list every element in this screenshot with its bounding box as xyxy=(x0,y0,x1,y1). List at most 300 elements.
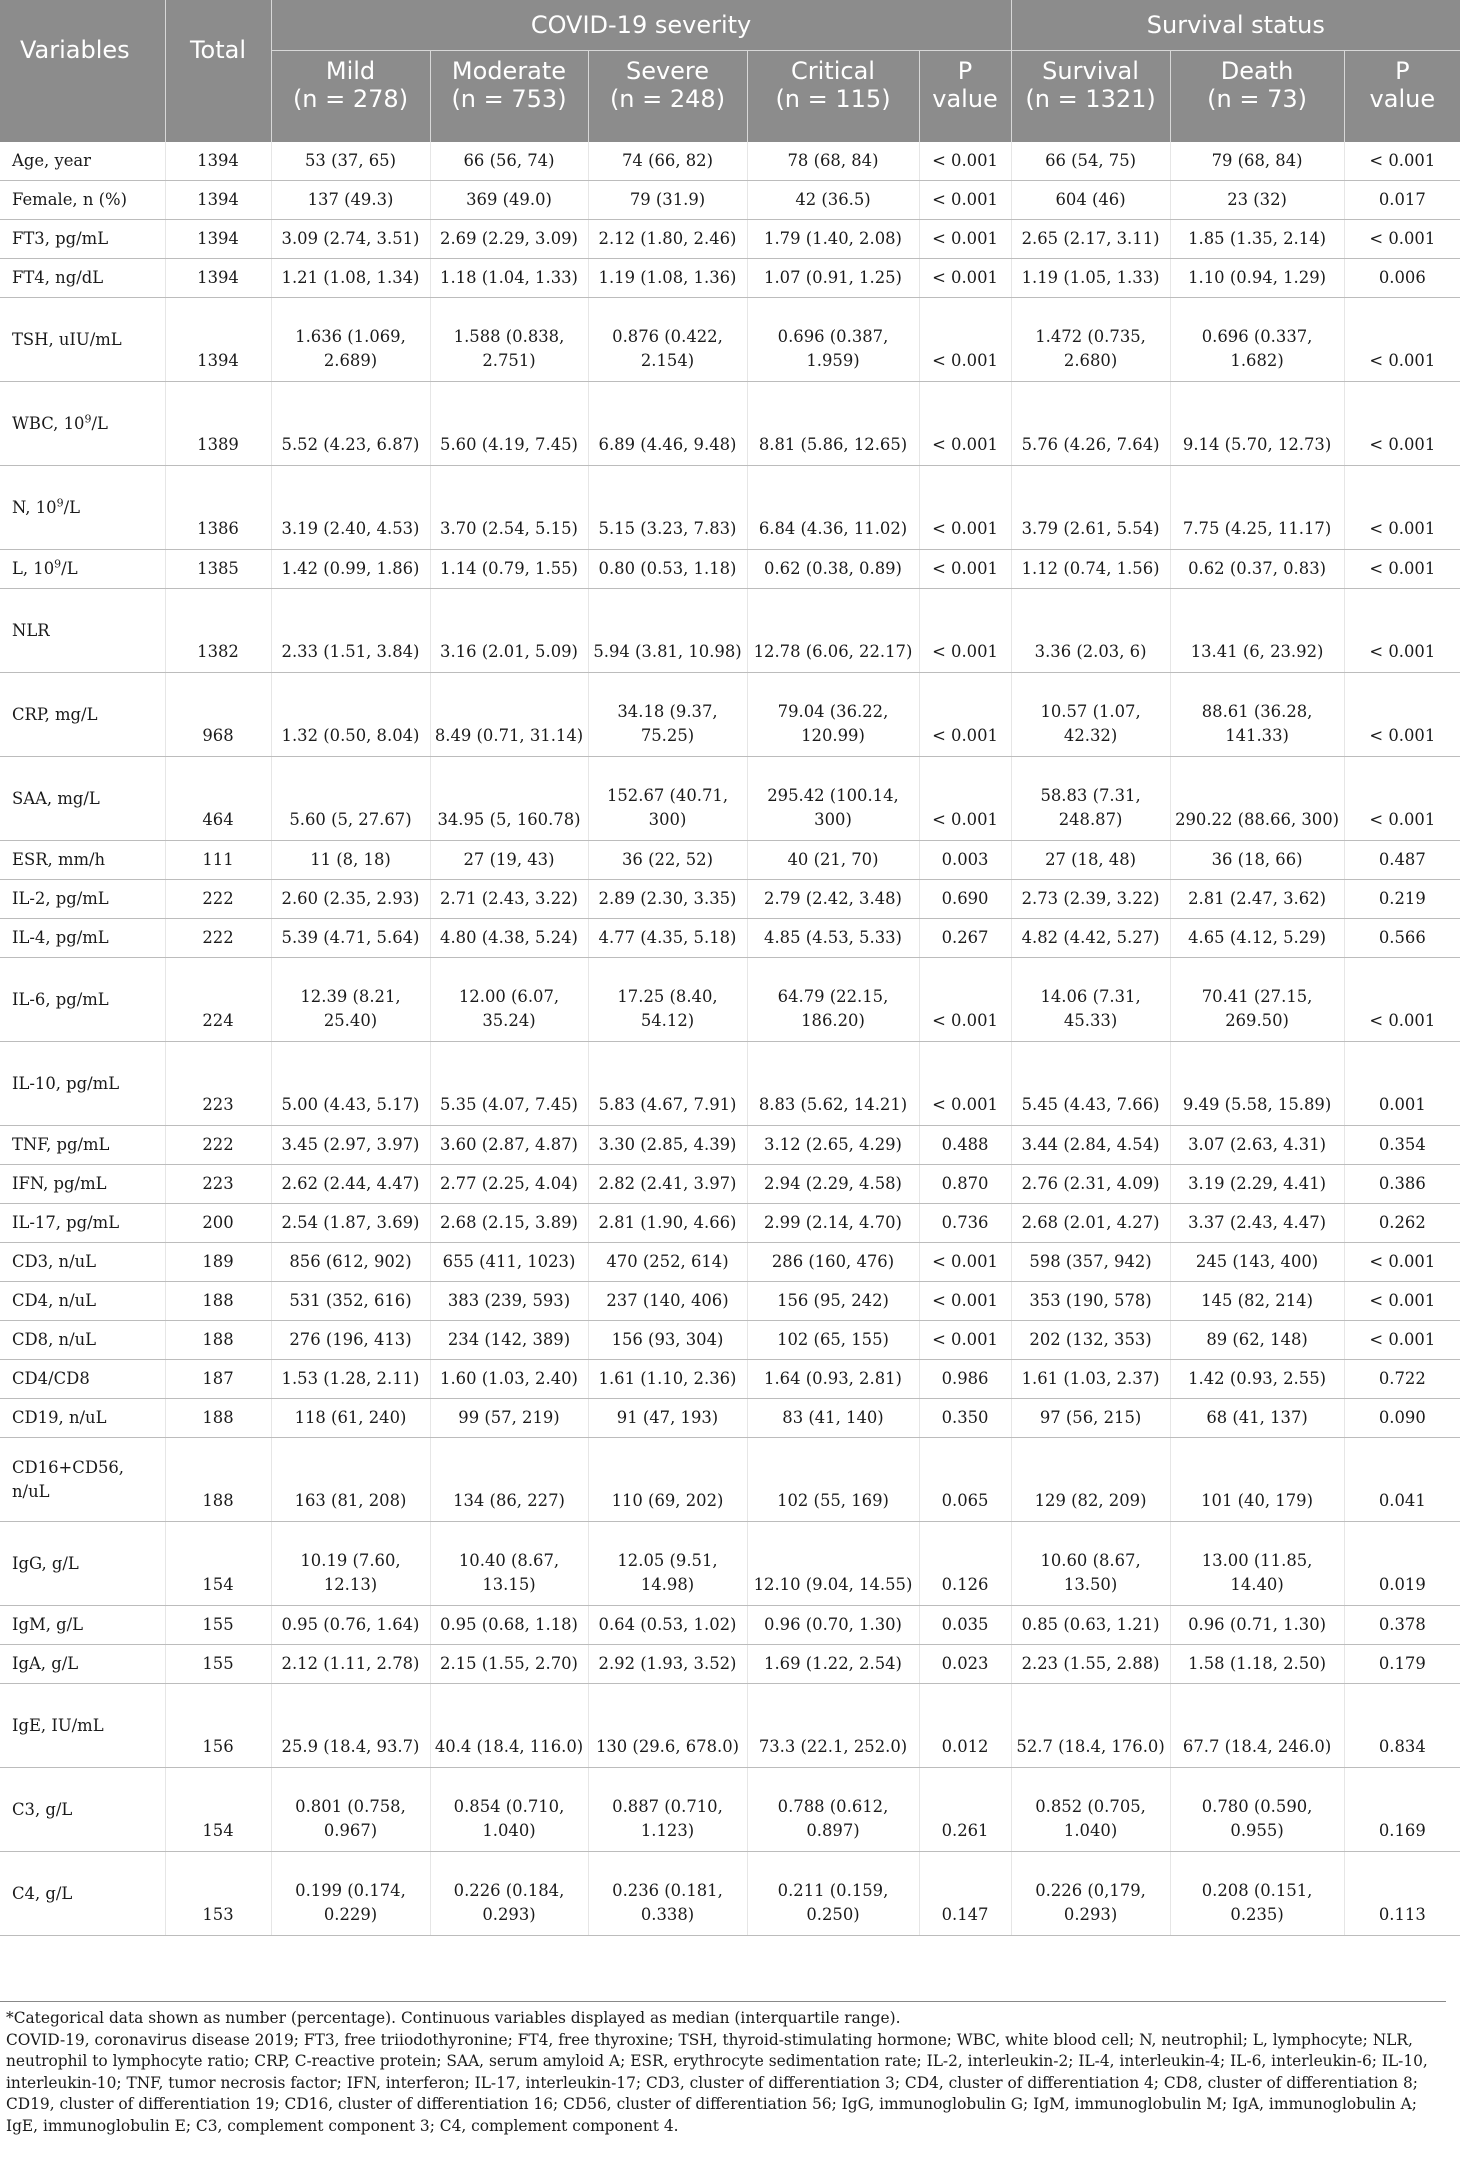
cell-critical: 102 (65, 155) xyxy=(747,1321,919,1360)
cell-survival: 97 (56, 215) xyxy=(1011,1399,1170,1438)
variable-cell: IL-4, pg/mL xyxy=(0,919,165,958)
cell-mild: 1.21 (1.08, 1.34) xyxy=(271,259,430,298)
cell-moderate: 234 (142, 389) xyxy=(430,1321,588,1360)
cell-mild: 1.53 (1.28, 2.11) xyxy=(271,1360,430,1399)
cell-moderate: 655 (411, 1023) xyxy=(430,1243,588,1282)
cell-death: 3.37 (2.43, 4.47) xyxy=(1170,1204,1344,1243)
cell-critical: 8.83 (5.62, 14.21) xyxy=(747,1042,919,1126)
header-mild-n: (n = 278) xyxy=(292,85,409,113)
header-survival xyxy=(1011,51,1170,143)
cell-mild: 0.95 (0.76, 1.64) xyxy=(271,1606,430,1645)
cell-survival: 598 (357, 942) xyxy=(1011,1243,1170,1282)
cell-total: 188 xyxy=(165,1282,271,1321)
cell-p1: 0.003 xyxy=(919,841,1011,880)
cell-p2: < 0.001 xyxy=(1344,466,1460,550)
cell-critical: 0.62 (0.38, 0.89) xyxy=(747,550,919,589)
cell-death: 0.208 (0.151, 0.235) xyxy=(1170,1852,1344,1936)
variable-text: N, 10 xyxy=(12,497,57,517)
cell-death: 13.41 (6, 23.92) xyxy=(1170,589,1344,673)
cell-death: 1.58 (1.18, 2.50) xyxy=(1170,1645,1344,1684)
header-covid-severity: COVID-19 severity xyxy=(271,0,1011,51)
cell-survival: 1.61 (1.03, 2.37) xyxy=(1011,1360,1170,1399)
cell-mild: 0.801 (0.758, 0.967) xyxy=(271,1768,430,1852)
cell-moderate: 34.95 (5, 160.78) xyxy=(430,757,588,841)
cell-moderate: 134 (86, 227) xyxy=(430,1438,588,1522)
cell-moderate: 2.71 (2.43, 3.22) xyxy=(430,880,588,919)
cell-critical: 64.79 (22.15, 186.20) xyxy=(747,958,919,1042)
cell-death: 1.10 (0.94, 1.29) xyxy=(1170,259,1344,298)
table-row xyxy=(0,259,1460,298)
table-row xyxy=(0,589,1460,673)
cell-total: 222 xyxy=(165,1126,271,1165)
cell-severe: 34.18 (9.37, 75.25) xyxy=(588,673,747,757)
cell-p1: 0.261 xyxy=(919,1768,1011,1852)
cell-mild: 3.45 (2.97, 3.97) xyxy=(271,1126,430,1165)
cell-survival: 2.73 (2.39, 3.22) xyxy=(1011,880,1170,919)
cell-mild: 10.19 (7.60, 12.13) xyxy=(271,1522,430,1606)
table-row xyxy=(0,757,1460,841)
cell-p1: 0.012 xyxy=(919,1684,1011,1768)
cell-mild: 1.32 (0.50, 8.04) xyxy=(271,673,430,757)
cell-moderate: 99 (57, 219) xyxy=(430,1399,588,1438)
cell-critical: 79.04 (36.22, 120.99) xyxy=(747,673,919,757)
cell-survival: 5.76 (4.26, 7.64) xyxy=(1011,382,1170,466)
cell-moderate: 2.68 (2.15, 3.89) xyxy=(430,1204,588,1243)
footnote-line-2: COVID-19, coronavirus disease 2019; FT3, free triiodothyronine; FT4, free thyroxine; TSH, thyroid-stimulating hormone; WBC, white blood cell; N, neutrophil; L, lymphocyte; NLR, neutrophil to lymphocyte ratio; CRP, C-reactive protein; SAA, serum amyloid A; ESR, erythrocyte sedimentation rate; IL-2, interleukin-2; IL-4, interleukin-4; IL-6, interleukin-6; IL-10, interleukin-10; TNF, tumor necrosis factor; IFN, interferon; IL-17, interleukin-17; CD3, cluster of differentiation 3; CD4, cluster of differentiation 4; CD8, cluster of differentiation 8; CD19, cluster of differentiation 19; CD16, cluster of differentiation 16; CD56, cluster of differentiation 56; IgG, immunoglobulin G; IgM, immunoglobulin M; IgA, immunoglobulin A; IgE, immunoglobulin E; C3, complement component 3; C4, complement component 4. xyxy=(6,2030,1428,2135)
cell-p1: 0.690 xyxy=(919,880,1011,919)
header-p2-value: value xyxy=(1369,85,1436,113)
cell-survival: 14.06 (7.31, 45.33) xyxy=(1011,958,1170,1042)
cell-mild: 1.636 (1.069, 2.689) xyxy=(271,298,430,382)
cell-severe: 2.92 (1.93, 3.52) xyxy=(588,1645,747,1684)
cell-p1: < 0.001 xyxy=(919,1321,1011,1360)
header-p1-value: value xyxy=(932,85,998,113)
cell-p1: 0.267 xyxy=(919,919,1011,958)
cell-mild: 2.62 (2.44, 4.47) xyxy=(271,1165,430,1204)
cell-mild: 11 (8, 18) xyxy=(271,841,430,880)
cell-survival: 0.852 (0.705, 1.040) xyxy=(1011,1768,1170,1852)
table-row xyxy=(0,880,1460,919)
variable-cell: CD4, n/uL xyxy=(0,1282,165,1321)
cell-total: 1389 xyxy=(165,382,271,466)
cell-p2: < 0.001 xyxy=(1344,382,1460,466)
header-severe-label: Severe xyxy=(625,57,710,85)
cell-p1: 0.023 xyxy=(919,1645,1011,1684)
cell-survival: 0.226 (0,179, 0.293) xyxy=(1011,1852,1170,1936)
cell-p2: 0.113 xyxy=(1344,1852,1460,1936)
cell-total: 155 xyxy=(165,1645,271,1684)
table-row xyxy=(0,466,1460,550)
cell-moderate: 0.854 (0.710, 1.040) xyxy=(430,1768,588,1852)
cell-survival: 58.83 (7.31, 248.87) xyxy=(1011,757,1170,841)
cell-p1: < 0.001 xyxy=(919,1243,1011,1282)
variable-cell: IgG, g/L xyxy=(0,1522,165,1606)
cell-total: 188 xyxy=(165,1438,271,1522)
cell-total: 464 xyxy=(165,757,271,841)
variable-cell: CD16+CD56, n/uL xyxy=(0,1438,165,1522)
cell-severe: 79 (31.9) xyxy=(588,181,747,220)
table-row xyxy=(0,1399,1460,1438)
cell-severe: 156 (93, 304) xyxy=(588,1321,747,1360)
cell-mild: 25.9 (18.4, 93.7) xyxy=(271,1684,430,1768)
header-survival-label: Survival xyxy=(1042,57,1139,85)
cell-severe: 0.876 (0.422, 2.154) xyxy=(588,298,747,382)
cell-p2: 0.090 xyxy=(1344,1399,1460,1438)
cell-critical: 78 (68, 84) xyxy=(747,142,919,181)
cell-p1: < 0.001 xyxy=(919,589,1011,673)
variable-cell: IgE, IU/mL xyxy=(0,1684,165,1768)
cell-critical: 4.85 (4.53, 5.33) xyxy=(747,919,919,958)
header-critical-label: Critical xyxy=(791,57,875,85)
cell-mild: 3.09 (2.74, 3.51) xyxy=(271,220,430,259)
cell-moderate: 5.60 (4.19, 7.45) xyxy=(430,382,588,466)
header-survival-status: Survival status xyxy=(1011,0,1460,51)
variable-cell: ESR, mm/h xyxy=(0,841,165,880)
cell-moderate: 12.00 (6.07, 35.24) xyxy=(430,958,588,1042)
cell-mild: 137 (49.3) xyxy=(271,181,430,220)
variable-cell: SAA, mg/L xyxy=(0,757,165,841)
cell-mild: 2.12 (1.11, 2.78) xyxy=(271,1645,430,1684)
cell-p2: 0.179 xyxy=(1344,1645,1460,1684)
cell-p1: < 0.001 xyxy=(919,550,1011,589)
cell-p2: 0.487 xyxy=(1344,841,1460,880)
cell-critical: 1.69 (1.22, 2.54) xyxy=(747,1645,919,1684)
cell-severe: 2.81 (1.90, 4.66) xyxy=(588,1204,747,1243)
table-row xyxy=(0,1204,1460,1243)
table-footnote xyxy=(0,2001,1446,2137)
table-row xyxy=(0,298,1460,382)
cell-survival: 4.82 (4.42, 5.27) xyxy=(1011,919,1170,958)
cell-critical: 40 (21, 70) xyxy=(747,841,919,880)
cell-p2: 0.566 xyxy=(1344,919,1460,958)
cell-survival: 2.68 (2.01, 4.27) xyxy=(1011,1204,1170,1243)
cell-mild: 53 (37, 65) xyxy=(271,142,430,181)
cell-survival: 1.19 (1.05, 1.33) xyxy=(1011,259,1170,298)
cell-mild: 856 (612, 902) xyxy=(271,1243,430,1282)
table-row xyxy=(0,1042,1460,1126)
cell-critical: 102 (55, 169) xyxy=(747,1438,919,1522)
table-row xyxy=(0,1768,1460,1852)
cell-critical: 73.3 (22.1, 252.0) xyxy=(747,1684,919,1768)
table-row xyxy=(0,958,1460,1042)
variable-cell: C3, g/L xyxy=(0,1768,165,1852)
cell-severe: 5.83 (4.67, 7.91) xyxy=(588,1042,747,1126)
cell-severe: 130 (29.6, 678.0) xyxy=(588,1684,747,1768)
table-row xyxy=(0,1438,1460,1522)
cell-p1: 0.147 xyxy=(919,1852,1011,1936)
cell-severe: 470 (252, 614) xyxy=(588,1243,747,1282)
header-p1-label: P xyxy=(957,57,973,85)
cell-moderate: 369 (49.0) xyxy=(430,181,588,220)
cell-p2: < 0.001 xyxy=(1344,589,1460,673)
cell-p1: < 0.001 xyxy=(919,142,1011,181)
cell-critical: 3.12 (2.65, 4.29) xyxy=(747,1126,919,1165)
cell-total: 153 xyxy=(165,1852,271,1936)
cell-critical: 0.788 (0.612, 0.897) xyxy=(747,1768,919,1852)
cell-p2: 0.722 xyxy=(1344,1360,1460,1399)
table-header xyxy=(0,0,1460,142)
cell-p1: 0.126 xyxy=(919,1522,1011,1606)
cell-total: 1394 xyxy=(165,298,271,382)
header-death-n: (n = 73) xyxy=(1207,85,1307,113)
table-row xyxy=(0,382,1460,466)
table-row xyxy=(0,1684,1460,1768)
cell-survival: 353 (190, 578) xyxy=(1011,1282,1170,1321)
cell-total: 223 xyxy=(165,1165,271,1204)
cell-p1: < 0.001 xyxy=(919,181,1011,220)
cell-death: 9.49 (5.58, 15.89) xyxy=(1170,1042,1344,1126)
cell-p2: < 0.001 xyxy=(1344,757,1460,841)
variable-cell: CD4/CD8 xyxy=(0,1360,165,1399)
cell-p1: 0.870 xyxy=(919,1165,1011,1204)
table-row xyxy=(0,1321,1460,1360)
cell-severe: 0.236 (0.181, 0.338) xyxy=(588,1852,747,1936)
header-total: Total xyxy=(165,0,271,142)
cell-mild: 3.19 (2.40, 4.53) xyxy=(271,466,430,550)
cell-mild: 5.00 (4.43, 5.17) xyxy=(271,1042,430,1126)
cell-survival: 5.45 (4.43, 7.66) xyxy=(1011,1042,1170,1126)
cell-severe: 2.82 (2.41, 3.97) xyxy=(588,1165,747,1204)
cell-mild: 5.52 (4.23, 6.87) xyxy=(271,382,430,466)
cell-total: 188 xyxy=(165,1399,271,1438)
cell-critical: 42 (36.5) xyxy=(747,181,919,220)
variable-cell xyxy=(0,466,165,550)
cell-p2: 0.017 xyxy=(1344,181,1460,220)
cell-mild: 2.60 (2.35, 2.93) xyxy=(271,880,430,919)
cell-critical: 0.211 (0.159, 0.250) xyxy=(747,1852,919,1936)
cell-moderate: 27 (19, 43) xyxy=(430,841,588,880)
variable-superscript: 9 xyxy=(56,496,64,510)
variable-unit: /L xyxy=(91,413,108,433)
cell-death: 0.780 (0.590, 0.955) xyxy=(1170,1768,1344,1852)
cell-mild: 118 (61, 240) xyxy=(271,1399,430,1438)
cell-severe: 74 (66, 82) xyxy=(588,142,747,181)
cell-severe: 0.887 (0.710, 1.123) xyxy=(588,1768,747,1852)
table-row xyxy=(0,550,1460,589)
cell-critical: 2.99 (2.14, 4.70) xyxy=(747,1204,919,1243)
header-death xyxy=(1170,51,1344,143)
cell-p1: 0.986 xyxy=(919,1360,1011,1399)
cell-severe: 91 (47, 193) xyxy=(588,1399,747,1438)
footnote-line-1: *Categorical data shown as number (percentage). Continuous variables displayed as median (interquartile range). xyxy=(6,2009,901,2027)
cell-mild: 2.33 (1.51, 3.84) xyxy=(271,589,430,673)
header-moderate xyxy=(430,51,588,143)
variable-unit: /L xyxy=(63,497,80,517)
cell-moderate: 40.4 (18.4, 116.0) xyxy=(430,1684,588,1768)
cell-death: 7.75 (4.25, 11.17) xyxy=(1170,466,1344,550)
cell-total: 1386 xyxy=(165,466,271,550)
cell-moderate: 0.95 (0.68, 1.18) xyxy=(430,1606,588,1645)
cell-moderate: 2.77 (2.25, 4.04) xyxy=(430,1165,588,1204)
table-row xyxy=(0,1852,1460,1936)
cell-severe: 152.67 (40.71, 300) xyxy=(588,757,747,841)
variable-cell: CD8, n/uL xyxy=(0,1321,165,1360)
cell-death: 0.696 (0.337, 1.682) xyxy=(1170,298,1344,382)
cell-survival: 129 (82, 209) xyxy=(1011,1438,1170,1522)
cell-moderate: 4.80 (4.38, 5.24) xyxy=(430,919,588,958)
cell-moderate: 383 (239, 593) xyxy=(430,1282,588,1321)
variable-cell: CD19, n/uL xyxy=(0,1399,165,1438)
cell-moderate: 1.18 (1.04, 1.33) xyxy=(430,259,588,298)
cell-total: 1385 xyxy=(165,550,271,589)
cell-survival: 3.36 (2.03, 6) xyxy=(1011,589,1170,673)
cell-death: 9.14 (5.70, 12.73) xyxy=(1170,382,1344,466)
cell-p2: 0.262 xyxy=(1344,1204,1460,1243)
cell-critical: 2.94 (2.29, 4.58) xyxy=(747,1165,919,1204)
cell-mild: 0.199 (0.174, 0.229) xyxy=(271,1852,430,1936)
cell-severe: 3.30 (2.85, 4.39) xyxy=(588,1126,747,1165)
cell-p1: 0.065 xyxy=(919,1438,1011,1522)
variable-cell: C4, g/L xyxy=(0,1852,165,1936)
table-row xyxy=(0,181,1460,220)
table-row xyxy=(0,1243,1460,1282)
cell-total: 222 xyxy=(165,919,271,958)
cell-p1: < 0.001 xyxy=(919,466,1011,550)
variable-cell: IFN, pg/mL xyxy=(0,1165,165,1204)
variable-cell: FT4, ng/dL xyxy=(0,259,165,298)
cell-p2: 0.169 xyxy=(1344,1768,1460,1852)
header-critical xyxy=(747,51,919,143)
variable-cell: Age, year xyxy=(0,142,165,181)
variable-text: L, 10 xyxy=(12,559,55,578)
cell-p2: < 0.001 xyxy=(1344,1321,1460,1360)
cell-total: 1382 xyxy=(165,589,271,673)
cell-p2: 0.219 xyxy=(1344,880,1460,919)
variable-cell: IL-10, pg/mL xyxy=(0,1042,165,1126)
cell-p1: < 0.001 xyxy=(919,1042,1011,1126)
cell-total: 189 xyxy=(165,1243,271,1282)
variable-cell xyxy=(0,382,165,466)
header-death-label: Death xyxy=(1220,57,1294,85)
cell-p1: 0.350 xyxy=(919,1399,1011,1438)
header-p-value-severity xyxy=(919,51,1011,143)
table-row xyxy=(0,142,1460,181)
cell-survival: 2.65 (2.17, 3.11) xyxy=(1011,220,1170,259)
cell-severe: 5.94 (3.81, 10.98) xyxy=(588,589,747,673)
cell-critical: 0.696 (0.387, 1.959) xyxy=(747,298,919,382)
cell-p1: 0.488 xyxy=(919,1126,1011,1165)
cell-moderate: 3.60 (2.87, 4.87) xyxy=(430,1126,588,1165)
cell-total: 155 xyxy=(165,1606,271,1645)
header-critical-n: (n = 115) xyxy=(775,85,891,113)
header-variables: Variables xyxy=(0,0,165,142)
cell-survival: 0.85 (0.63, 1.21) xyxy=(1011,1606,1170,1645)
cell-survival: 3.79 (2.61, 5.54) xyxy=(1011,466,1170,550)
variable-cell: FT3, pg/mL xyxy=(0,220,165,259)
cell-death: 70.41 (27.15, 269.50) xyxy=(1170,958,1344,1042)
header-mild-label: Mild xyxy=(325,57,376,85)
cell-severe: 110 (69, 202) xyxy=(588,1438,747,1522)
cell-mild: 5.39 (4.71, 5.64) xyxy=(271,919,430,958)
cell-death: 36 (18, 66) xyxy=(1170,841,1344,880)
variable-cell: IL-17, pg/mL xyxy=(0,1204,165,1243)
cell-death: 4.65 (4.12, 5.29) xyxy=(1170,919,1344,958)
cell-mild: 531 (352, 616) xyxy=(271,1282,430,1321)
cell-moderate: 3.16 (2.01, 5.09) xyxy=(430,589,588,673)
cell-p2: < 0.001 xyxy=(1344,958,1460,1042)
cell-p2: < 0.001 xyxy=(1344,673,1460,757)
cell-death: 89 (62, 148) xyxy=(1170,1321,1344,1360)
cell-p1: < 0.001 xyxy=(919,259,1011,298)
cell-mild: 2.54 (1.87, 3.69) xyxy=(271,1204,430,1243)
variable-superscript: 9 xyxy=(54,557,62,571)
cell-moderate: 8.49 (0.71, 31.14) xyxy=(430,673,588,757)
cell-death: 23 (32) xyxy=(1170,181,1344,220)
variable-superscript: 9 xyxy=(84,412,92,426)
cell-moderate: 1.14 (0.79, 1.55) xyxy=(430,550,588,589)
cell-total: 188 xyxy=(165,1321,271,1360)
cell-moderate: 10.40 (8.67, 13.15) xyxy=(430,1522,588,1606)
cell-death: 290.22 (88.66, 300) xyxy=(1170,757,1344,841)
variable-cell: IgM, g/L xyxy=(0,1606,165,1645)
cell-critical: 2.79 (2.42, 3.48) xyxy=(747,880,919,919)
table-row xyxy=(0,1165,1460,1204)
cell-p2: 0.041 xyxy=(1344,1438,1460,1522)
cell-critical: 1.79 (1.40, 2.08) xyxy=(747,220,919,259)
cell-p2: 0.019 xyxy=(1344,1522,1460,1606)
variable-cell: IL-6, pg/mL xyxy=(0,958,165,1042)
cell-severe: 1.61 (1.10, 2.36) xyxy=(588,1360,747,1399)
cell-p2: 0.386 xyxy=(1344,1165,1460,1204)
cell-total: 1394 xyxy=(165,259,271,298)
cell-severe: 6.89 (4.46, 9.48) xyxy=(588,382,747,466)
cell-critical: 295.42 (100.14, 300) xyxy=(747,757,919,841)
cell-survival: 27 (18, 48) xyxy=(1011,841,1170,880)
cell-p2: < 0.001 xyxy=(1344,298,1460,382)
cell-p2: 0.834 xyxy=(1344,1684,1460,1768)
cell-critical: 1.64 (0.93, 2.81) xyxy=(747,1360,919,1399)
table-row xyxy=(0,220,1460,259)
cell-p1: < 0.001 xyxy=(919,958,1011,1042)
cell-death: 68 (41, 137) xyxy=(1170,1399,1344,1438)
cell-death: 1.42 (0.93, 2.55) xyxy=(1170,1360,1344,1399)
header-mild xyxy=(271,51,430,143)
table-row xyxy=(0,1126,1460,1165)
cell-severe: 2.12 (1.80, 2.46) xyxy=(588,220,747,259)
cell-total: 154 xyxy=(165,1522,271,1606)
cell-survival: 10.60 (8.67, 13.50) xyxy=(1011,1522,1170,1606)
cell-mild: 12.39 (8.21, 25.40) xyxy=(271,958,430,1042)
cell-critical: 8.81 (5.86, 12.65) xyxy=(747,382,919,466)
cell-severe: 5.15 (3.23, 7.83) xyxy=(588,466,747,550)
cell-mild: 276 (196, 413) xyxy=(271,1321,430,1360)
cell-critical: 12.78 (6.06, 22.17) xyxy=(747,589,919,673)
cell-death: 13.00 (11.85, 14.40) xyxy=(1170,1522,1344,1606)
cell-total: 224 xyxy=(165,958,271,1042)
header-severe xyxy=(588,51,747,143)
cell-total: 1394 xyxy=(165,181,271,220)
variable-cell: CRP, mg/L xyxy=(0,673,165,757)
cell-survival: 604 (46) xyxy=(1011,181,1170,220)
cell-critical: 6.84 (4.36, 11.02) xyxy=(747,466,919,550)
variable-cell: NLR xyxy=(0,589,165,673)
cell-survival: 2.23 (1.55, 2.88) xyxy=(1011,1645,1170,1684)
cell-death: 79 (68, 84) xyxy=(1170,142,1344,181)
cell-p2: 0.001 xyxy=(1344,1042,1460,1126)
cell-critical: 83 (41, 140) xyxy=(747,1399,919,1438)
table-row xyxy=(0,919,1460,958)
header-p2-label: P xyxy=(1395,57,1410,85)
cell-critical: 12.10 (9.04, 14.55) xyxy=(747,1522,919,1606)
variable-cell xyxy=(0,550,165,589)
header-survival-n: (n = 1321) xyxy=(1025,85,1156,113)
cell-total: 1394 xyxy=(165,142,271,181)
cell-critical: 1.07 (0.91, 1.25) xyxy=(747,259,919,298)
header-moderate-n: (n = 753) xyxy=(451,85,567,113)
variable-text: WBC, 10 xyxy=(12,413,85,433)
cell-severe: 17.25 (8.40, 54.12) xyxy=(588,958,747,1042)
cell-total: 223 xyxy=(165,1042,271,1126)
